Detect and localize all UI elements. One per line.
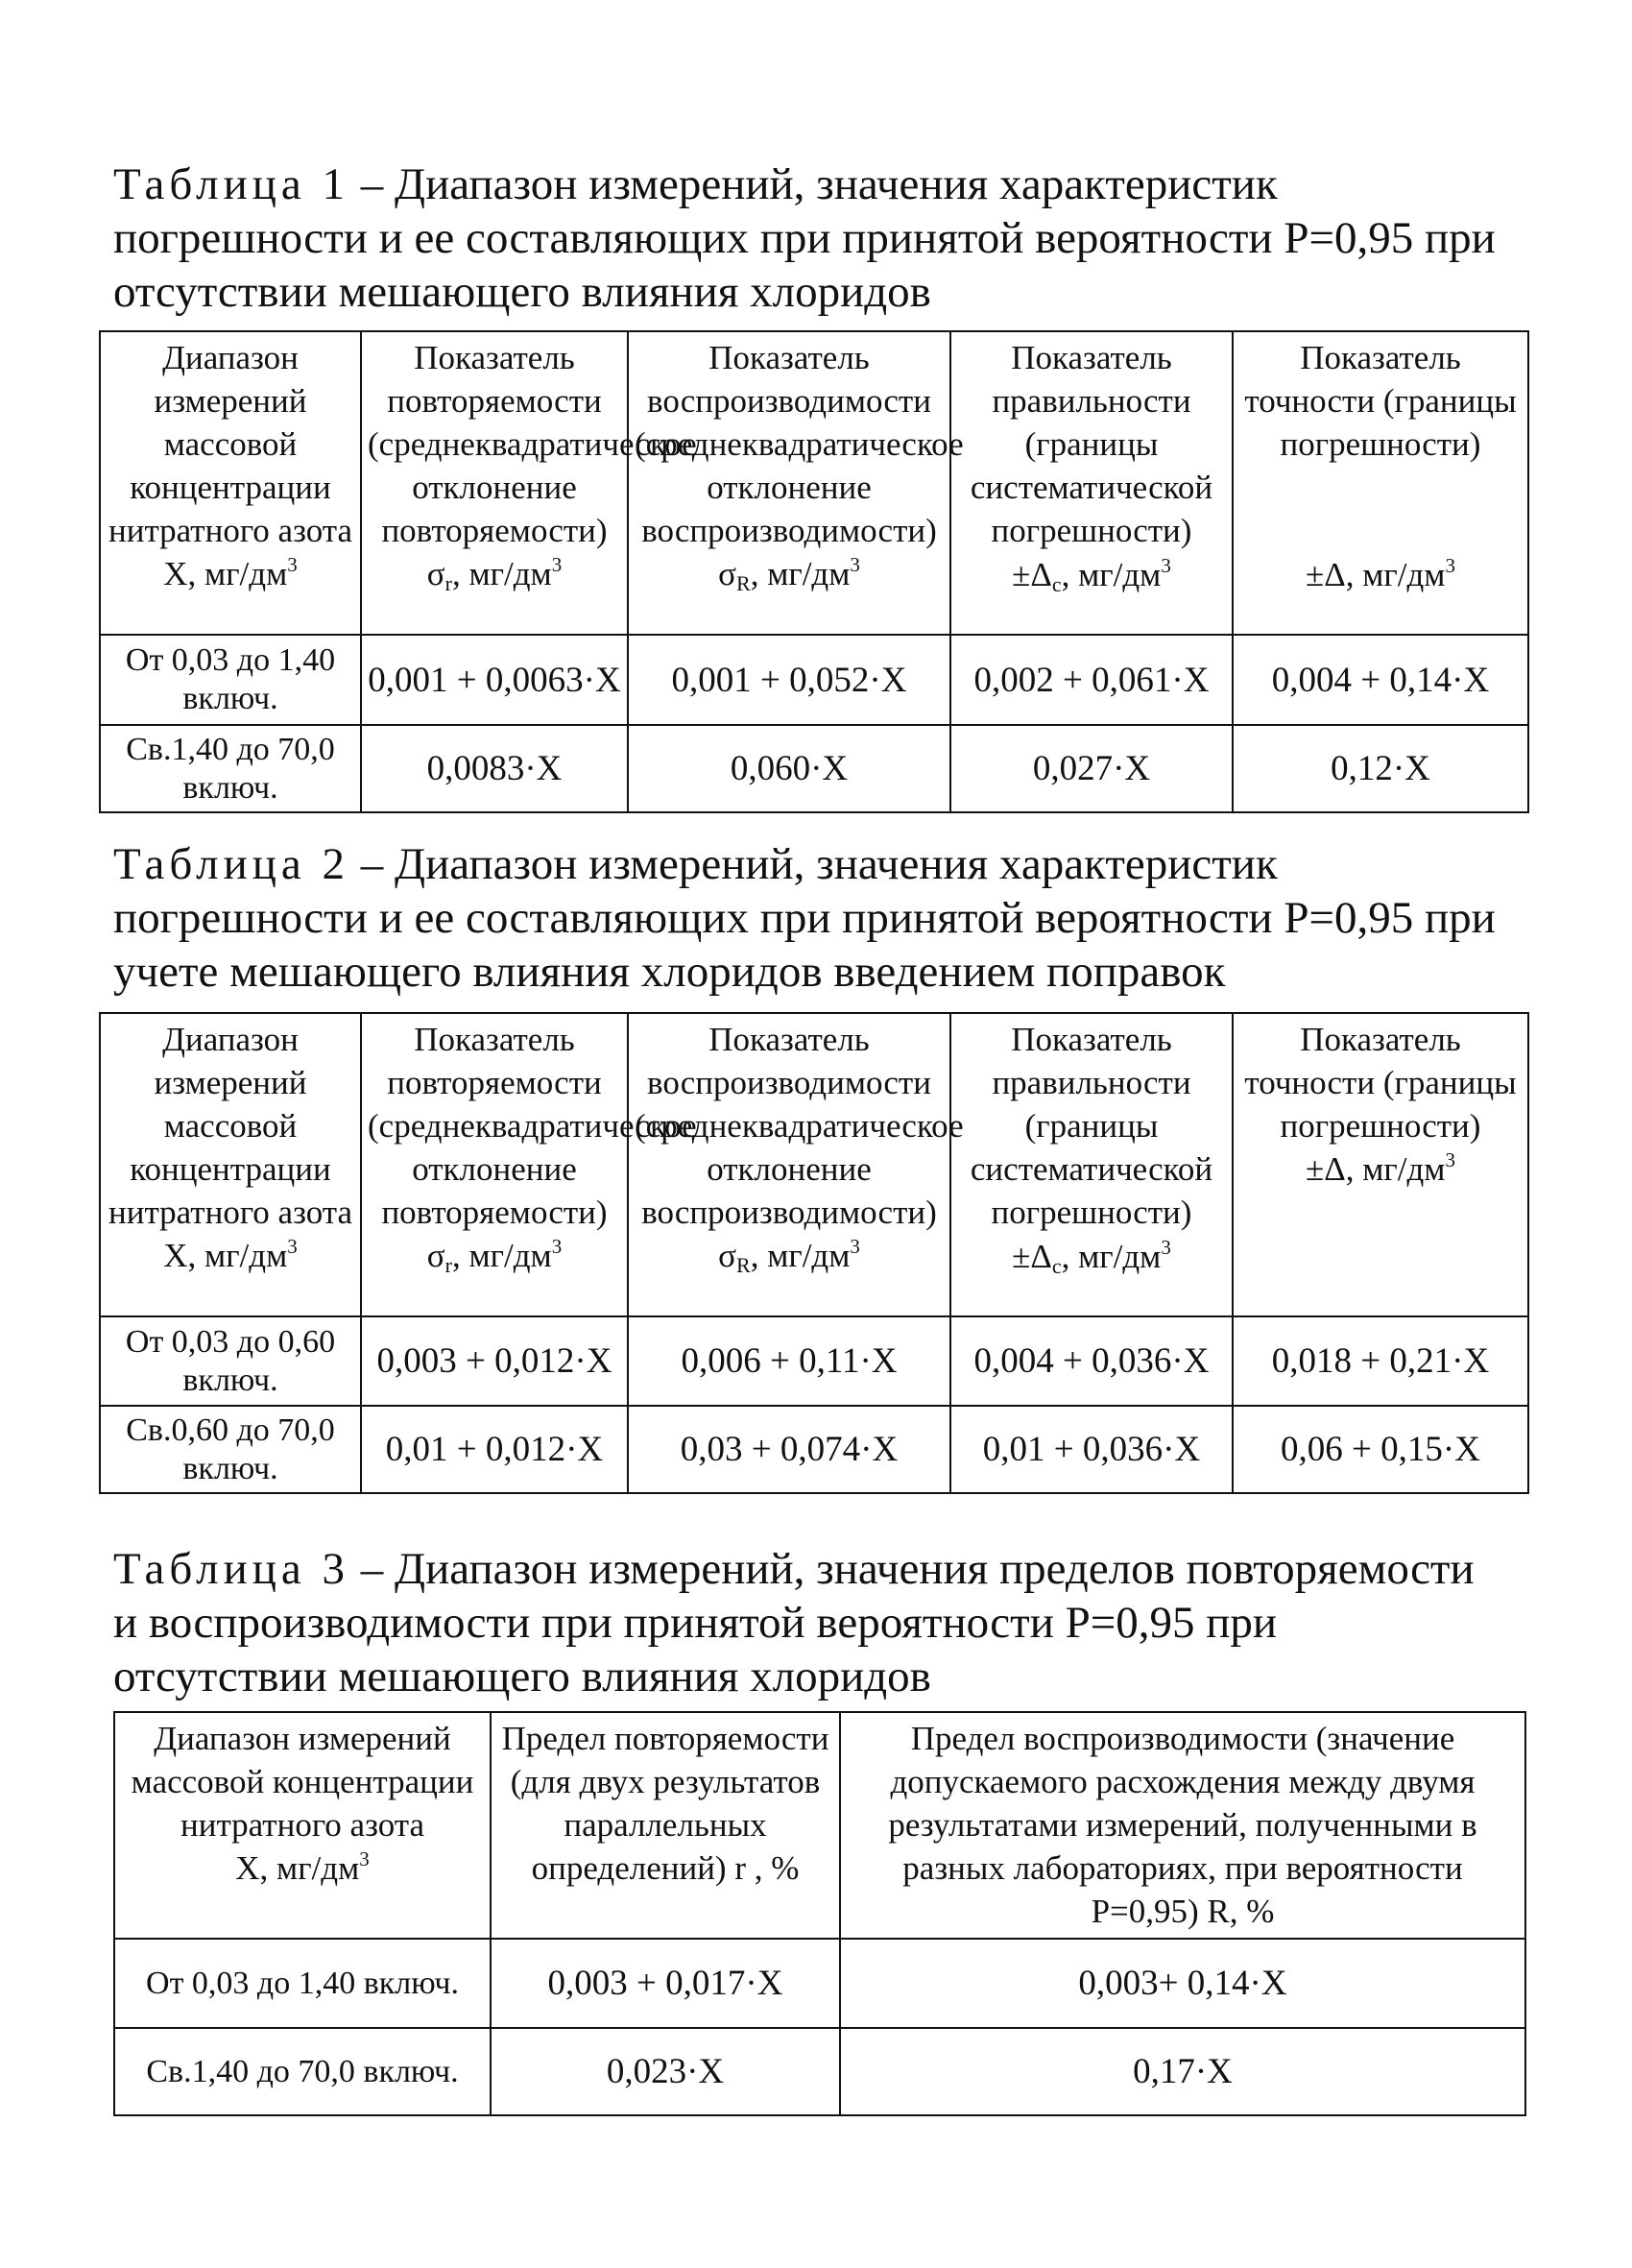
value-cell: 0,003 + 0,017·X xyxy=(491,1939,840,2028)
table2-header-range xyxy=(100,1013,361,1316)
table3-header-range xyxy=(114,1712,491,1939)
table-row xyxy=(100,725,1528,812)
value-cell: 0,027·X xyxy=(950,725,1233,812)
table3-caption xyxy=(113,1542,1496,1703)
value-cell: 0,06 + 0,15·X xyxy=(1233,1406,1528,1493)
header-text: Диапазон измерений массовой концентрации нитратного азота xyxy=(131,1720,474,1844)
range-cell: От 0,03 до 1,40 включ. xyxy=(100,635,361,725)
table2-header-accuracy xyxy=(1233,1013,1528,1316)
header-unit: $\sigma_r$, $мг/дм^3$ xyxy=(426,1235,563,1277)
header-unit: $\sigma_R$, $мг/дм^3$ xyxy=(718,1235,860,1277)
table1-caption-text: – Диапазон измерений, значения характеристик погрешности и ее составляющих при принятой вероятности Р=0,95 при отсутствии мешающего влияния хлоридов xyxy=(113,159,1496,317)
header-text: Показатель точности (границы погрешности) xyxy=(1244,1021,1517,1145)
header-text: Показатель правильности (границы систематической погрешности) xyxy=(970,339,1213,549)
value-cell: 0,002 + 0,061·X xyxy=(950,635,1233,725)
table1-caption-lead: Таблица 1 xyxy=(113,159,350,209)
header-text: Предел воспроизводимости (значение допускаемого расхождения между двумя результатами измерений, полученными в разных лабораториях, при вероятности Р=0,95) R, % xyxy=(888,1720,1477,1930)
value-cell: 0,001 + 0,0063·X xyxy=(361,635,628,725)
header-text: Показатель воспроизводимости (среднеквадратическое отклонение воспроизводимости) xyxy=(635,1021,964,1231)
value-cell: 0,023·X xyxy=(491,2028,840,2115)
value-cell: 0,003 + 0,012·X xyxy=(361,1316,628,1406)
table2-header-trueness xyxy=(950,1013,1233,1316)
header-unit: X, $мг/дм^3$ xyxy=(163,553,298,592)
value-cell: 0,018 + 0,21·X xyxy=(1233,1316,1528,1406)
table-row xyxy=(100,1316,1528,1406)
value-cell: 0,004 + 0,14·X xyxy=(1233,635,1528,725)
value-cell: 0,003+ 0,14·X xyxy=(840,1939,1525,2028)
range-cell: От 0,03 до 0,60 включ. xyxy=(100,1316,361,1406)
range-cell: От 0,03 до 1,40 включ. xyxy=(114,1939,491,2028)
table1-header-range xyxy=(100,331,361,635)
value-cell: 0,12·X xyxy=(1233,725,1528,812)
header-text: Предел повторяемости (для двух результатов параллельных определений) r , % xyxy=(501,1720,829,1887)
table1-header-accuracy xyxy=(1233,331,1528,635)
value-cell: 0,0083·X xyxy=(361,725,628,812)
table2-caption-lead: Таблица 2 xyxy=(113,839,350,889)
value-cell: 0,006 + 0,11·X xyxy=(628,1316,950,1406)
table3-caption-text: – Диапазон измерений, значения пределов повторяемости и воспроизводимости при принятой вероятности Р=0,95 при отсутствии мешающего влияния хлоридов xyxy=(113,1544,1475,1701)
table-row xyxy=(100,1406,1528,1493)
value-cell: 0,004 + 0,036·X xyxy=(950,1316,1233,1406)
header-text: Диапазон измерений массовой концентрации нитратного азота xyxy=(108,1021,353,1231)
header-unit: ±Δ, $мг/дм^3$ xyxy=(1306,1148,1455,1188)
value-cell: 0,060·X xyxy=(628,725,950,812)
header-unit: X, $мг/дм^3$ xyxy=(235,1847,370,1887)
table-row xyxy=(114,2028,1525,2115)
table-row xyxy=(100,635,1528,725)
value-cell: 0,01 + 0,012·X xyxy=(361,1406,628,1493)
range-cell: Св.1,40 до 70,0 включ. xyxy=(100,725,361,812)
header-unit: ±Δ, $мг/дм^3$ xyxy=(1306,554,1455,593)
header-text: Диапазон измерений массовой концентрации нитратного азота xyxy=(108,339,353,549)
header-text: Показатель правильности (границы систематической погрешности) xyxy=(970,1021,1213,1231)
header-text: Показатель повторяемости (среднеквадратическое отклонение повторяемости) xyxy=(368,1021,697,1231)
table1-header-reproducibility xyxy=(628,331,964,635)
table2-header-repeatability xyxy=(361,1013,697,1316)
table3-caption-lead: Таблица 3 xyxy=(113,1544,350,1594)
header-unit: $\pm\Delta_c$, $мг/дм^3$ xyxy=(1012,1236,1171,1278)
table2 xyxy=(99,1012,1529,1494)
table1-header-trueness xyxy=(950,331,1233,635)
table2-caption-text: – Диапазон измерений, значения характеристик погрешности и ее составляющих при принятой вероятности Р=0,95 при учете мешающего влияния хлоридов введением поправок xyxy=(113,839,1496,997)
header-unit: $\pm\Delta_c$, $мг/дм^3$ xyxy=(1012,554,1171,596)
table3 xyxy=(113,1711,1526,2116)
table1-header-repeatability xyxy=(361,331,697,635)
value-cell: 0,03 + 0,074·X xyxy=(628,1406,950,1493)
header-text: Показатель точности (границы погрешности) xyxy=(1244,339,1517,463)
header-text: Показатель повторяемости (среднеквадратическое отклонение повторяемости) xyxy=(368,339,697,549)
header-unit: $\sigma_R$, $мг/дм^3$ xyxy=(718,553,860,595)
value-cell: 0,01 + 0,036·X xyxy=(950,1406,1233,1493)
header-unit: $\sigma_r$, $мг/дм^3$ xyxy=(426,553,563,595)
value-cell: 0,001 + 0,052·X xyxy=(628,635,950,725)
value-cell: 0,17·X xyxy=(840,2028,1525,2115)
header-unit: X, $мг/дм^3$ xyxy=(163,1235,298,1274)
range-cell: Св.1,40 до 70,0 включ. xyxy=(114,2028,491,2115)
table1-caption xyxy=(113,157,1496,319)
header-text: Показатель воспроизводимости (среднеквадратическое отклонение воспроизводимости) xyxy=(635,339,964,549)
table3-header-repeatability-limit xyxy=(491,1712,840,1939)
table2-caption xyxy=(113,837,1496,999)
table2-header-reproducibility xyxy=(628,1013,964,1316)
table-row xyxy=(114,1939,1525,2028)
table1 xyxy=(99,330,1529,813)
range-cell: Св.0,60 до 70,0 включ. xyxy=(100,1406,361,1493)
table3-header-reproducibility-limit xyxy=(840,1712,1525,1939)
